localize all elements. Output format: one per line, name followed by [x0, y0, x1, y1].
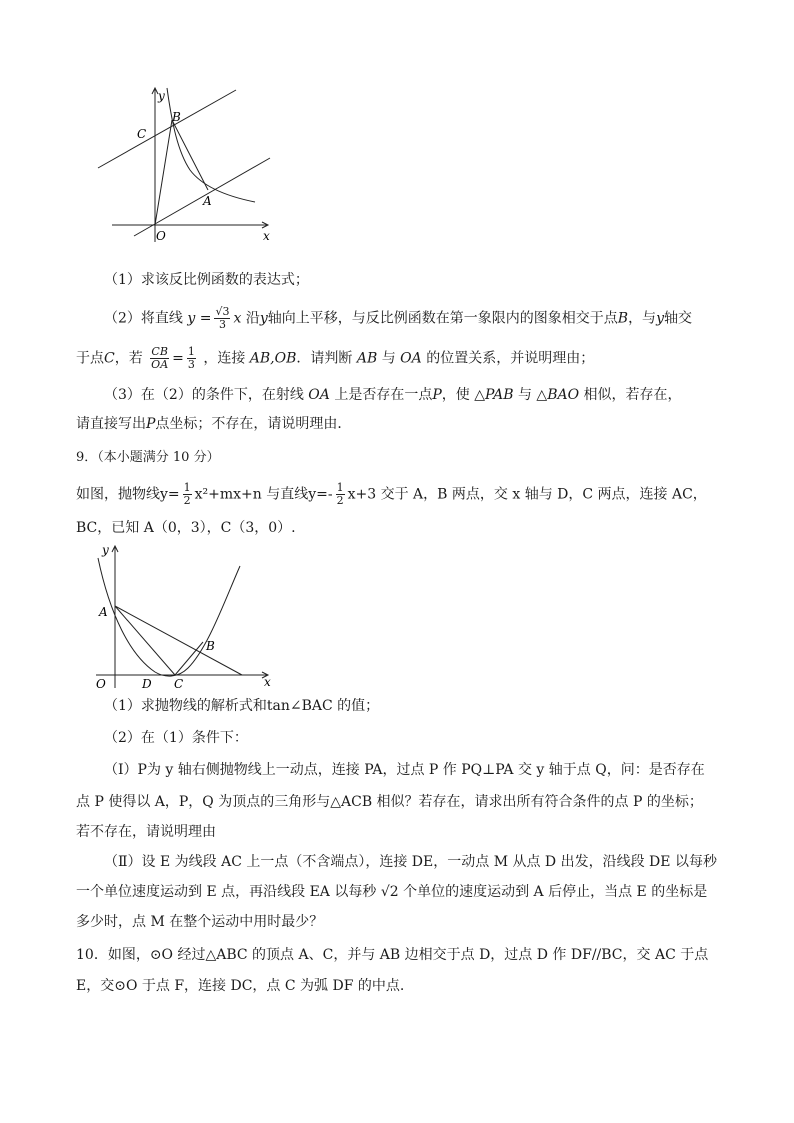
- line-OA: [134, 158, 270, 236]
- q8-part2-line2: 于点C，若 $\frac{CB}{OA}$ = $\frac{1}{3}$ ，连接 AB,OB．请判断 AB 与 OA 的位置关系，并说明理由；: [76, 345, 595, 371]
- q8-part3-line2: 请直接写出P点坐标；不存在，请说明理由．: [76, 416, 352, 432]
- fig1-point-B: B: [172, 110, 181, 124]
- fig2-point-A: A: [99, 605, 108, 619]
- q10-line2: E，交⊙O 于点 F，连接 DC，点 C 为弧 DF 的中点.: [76, 978, 405, 994]
- fig1-x-label: x: [263, 229, 270, 243]
- fig2-point-C: C: [174, 677, 184, 690]
- q10-line1: 10．如图，⊙O 经过△ABC 的顶点 A、C，并与 AB 边相交于点 D，过点 D 作 DF//BC，交 AC 于点: [76, 947, 709, 963]
- segment-OB: [155, 120, 172, 225]
- fig1-point-C: C: [137, 127, 147, 141]
- q8-part3-line1: （3）在（2）的条件下，在射线 OA 上是否存在一点P，使 △PAB 与 △BAO 相似，若存在，: [104, 387, 682, 403]
- q8-part1: （1）求该反比例函数的表达式；: [104, 272, 309, 288]
- q9-partI-line2: 点 P 使得以 A，P，Q 为顶点的三角形与△ACB 相似？若存在，请求出所有符合条件的点 P 的坐标；: [76, 794, 703, 810]
- segment-AB: [172, 120, 208, 190]
- q9-intro-line2: BC，已知 A（0，3），C（3，0）.: [76, 520, 296, 536]
- line-CB: [98, 90, 236, 168]
- fig2-point-B: B: [206, 639, 215, 653]
- figure-parabola: [90, 540, 290, 690]
- fig2-point-O: O: [96, 677, 106, 690]
- parabola-curve: [98, 558, 240, 676]
- q8-part2-line1: （2）将直线 y = $\frac{√3}{3}$ x 沿y轴向上平移，与反比例函数在第一象限内的图象相交于点B，与y轴交: [104, 305, 692, 331]
- q9-intro-line1: 如图，抛物线y= $\frac{1}{2}$ x²+mx+n 与直线y=- $\frac{1}{2}$ x+3 交于 A，B 两点，交 x 轴与 D，C 两点，连接 AC，: [76, 481, 707, 507]
- fig1-point-O: O: [156, 229, 166, 243]
- hyperbola-curve: [167, 88, 255, 202]
- fig2-x-label: x: [264, 675, 271, 689]
- segment-BC: [175, 642, 203, 675]
- q9-partI-line1: （Ⅰ）P为 y 轴右侧抛物线上一动点，连接 PA，过点 P 作 PQ⊥PA 交 y 轴于点 Q，问：是否存在: [104, 762, 705, 778]
- q9-part1: （1）求抛物线的解析式和tan∠BAC 的值；: [104, 698, 380, 714]
- sqrt2: √2: [380, 884, 399, 900]
- q9-partII-line3: 多少时，点 M 在整个运动中用时最少？: [76, 914, 324, 930]
- segment-AC: [115, 606, 175, 675]
- fig2-point-D: D: [142, 677, 152, 690]
- q9-partII-line1: （Ⅱ）设 E 为线段 AC 上一点（不含端点），连接 DE，一动点 M 从点 D 出发，沿线段 DE 以每秒: [104, 854, 717, 870]
- q9-partII-line2: 一个单位速度运动到 E 点，再沿线段 EA 以每秒 √2 个单位的速度运动到 A 后停止，当点 E 的坐标是: [76, 884, 708, 900]
- q9-part2: （2）在（1）条件下：: [104, 730, 248, 746]
- q9-header: 9．（本小题满分 10 分）: [76, 450, 220, 465]
- line-AB: [115, 606, 242, 675]
- figure-inverse-proportion: [90, 84, 290, 244]
- fig1-y-label: y: [158, 89, 165, 103]
- fig1-point-A: A: [203, 194, 212, 208]
- q9-partI-line3: 若不存在，请说明理由: [76, 824, 216, 840]
- fig2-y-label: y: [102, 543, 109, 557]
